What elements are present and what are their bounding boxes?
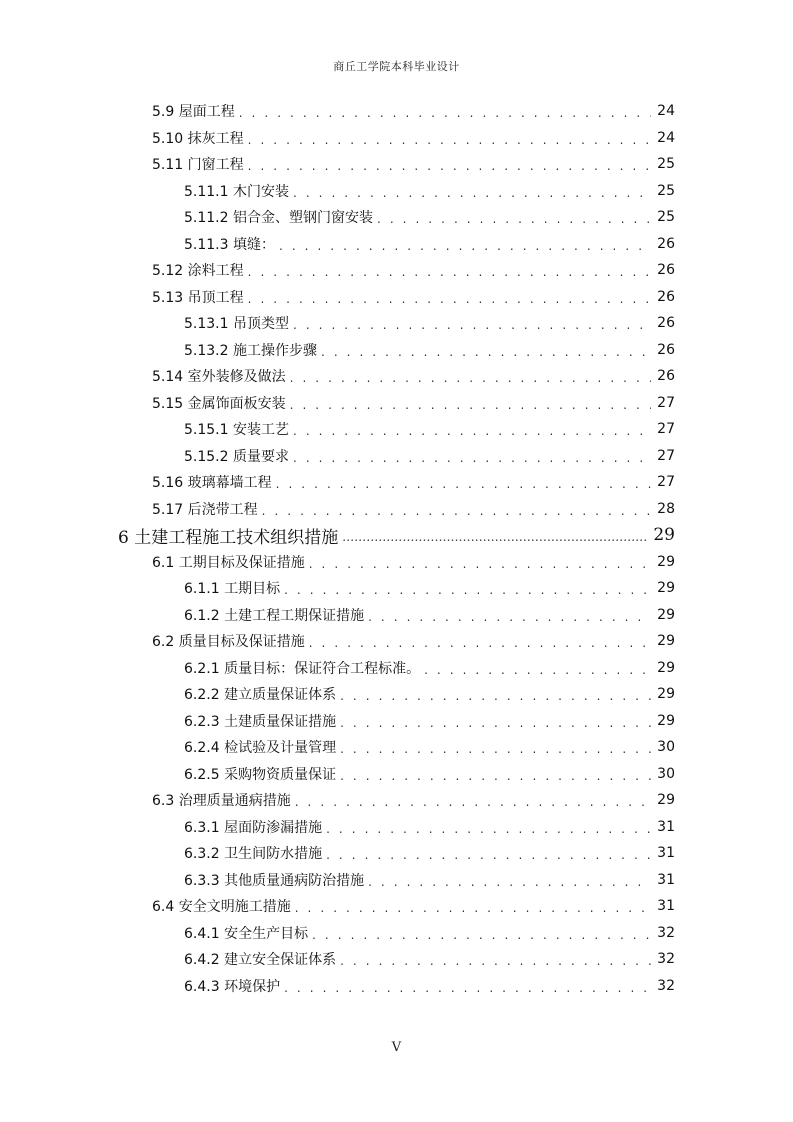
toc-entry-label: 6.3.1 屋面防渗漏措施 (184, 819, 323, 836)
toc-entry[interactable] (184, 734, 675, 760)
toc-entry-label: 5.11.2 铝合金、塑钢门窗安装 (184, 210, 373, 226)
toc-entry[interactable] (152, 549, 675, 575)
toc-entry-page: 32 (657, 977, 675, 994)
toc-entry[interactable] (152, 363, 675, 389)
toc-entry-label: 6.2.1 质量目标：保证符合工程标准。 (184, 660, 421, 677)
toc-entry[interactable] (152, 496, 675, 522)
toc-entry[interactable] (184, 310, 675, 336)
toc-dot-leader (326, 848, 651, 862)
toc-dot-leader (290, 371, 651, 385)
toc-entry-page: 28 (657, 500, 675, 517)
toc-entry[interactable] (152, 151, 675, 177)
toc-dot-leader (340, 769, 651, 783)
toc-entry-label: 6.3.2 卫生间防水措施 (184, 846, 323, 862)
toc-entry[interactable] (152, 257, 675, 283)
toc-entry-page: 29 (657, 659, 675, 676)
toc-entry-page: 27 (657, 421, 675, 437)
toc-dot-leader (293, 451, 651, 465)
toc-entry-page: 26 (657, 288, 675, 305)
toc-entry[interactable] (184, 814, 675, 840)
toc-entry-label: 5.11.3 填缝： (184, 236, 275, 253)
toc-dot-leader (284, 583, 651, 597)
toc-entry-label: 5.17 后浇带工程 (152, 501, 258, 518)
toc-entry-page: 26 (657, 315, 675, 331)
toc-entry-page: 32 (657, 951, 675, 967)
toc-entry[interactable] (184, 231, 675, 257)
toc-dot-leader (340, 742, 651, 756)
toc-entry-page: 29 (653, 525, 675, 545)
toc-entry-label: 6.4.3 环境保护 (184, 978, 281, 995)
toc-entry-label: 6.2.4 检试验及计量管理 (184, 740, 337, 756)
toc-entry-label: 5.15 金属饰面板安装 (152, 395, 286, 412)
toc-entry[interactable] (152, 628, 675, 654)
toc-entry[interactable] (184, 681, 675, 707)
toc-entry[interactable] (184, 602, 675, 628)
toc-dot-leader (295, 795, 651, 809)
toc-entry-page: 29 (657, 712, 675, 729)
toc-entry-page: 25 (657, 209, 675, 225)
toc-entry-page: 26 (657, 235, 675, 252)
toc-dot-leader (293, 186, 651, 200)
toc-entry-label: 6.4 安全文明施工措施 (152, 899, 291, 915)
toc-entry-label: 6.4.2 建立安全保证体系 (184, 952, 337, 968)
toc-entry[interactable] (184, 204, 675, 230)
toc-entry-label: 5.11 门窗工程 (152, 157, 244, 173)
toc-entry-page: 26 (657, 341, 675, 358)
toc-entry[interactable] (118, 522, 675, 548)
toc-entry-page: 27 (657, 474, 675, 490)
toc-entry-label: 5.13.2 施工操作步骤 (184, 342, 317, 359)
toc-dot-leader (284, 981, 651, 995)
toc-entry[interactable] (184, 973, 675, 999)
toc-entry-label: 6.3.3 其他质量通病防治措施 (184, 872, 365, 889)
toc-dot-leader (279, 239, 651, 253)
toc-dot-leader (340, 954, 651, 968)
toc-entry[interactable] (184, 178, 675, 204)
toc-entry-label: 5.14 室外装修及做法 (152, 369, 286, 385)
toc-dot-leader (262, 504, 651, 518)
toc-entry-page: 27 (657, 447, 675, 464)
toc-entry[interactable] (152, 284, 675, 310)
toc-entry-label: 5.16 玻璃幕墙工程 (152, 475, 272, 491)
toc-entry[interactable] (184, 575, 675, 601)
toc-entry-label: 5.13.1 吊顶类型 (184, 316, 289, 332)
toc-entry[interactable] (184, 946, 675, 972)
toc-entry[interactable] (152, 893, 675, 919)
toc-dot-leader (321, 345, 651, 359)
toc-entry-page: 27 (657, 394, 675, 411)
toc-dot-leader (290, 398, 651, 412)
toc-entry-label: 6.2.3 土建质量保证措施 (184, 713, 337, 730)
toc-dot-leader (326, 822, 651, 836)
toc-entry-page: 29 (657, 792, 675, 808)
toc-entry-page: 26 (657, 262, 675, 278)
toc-dot-leader (424, 663, 651, 677)
toc-entry[interactable] (184, 867, 675, 893)
toc-entry[interactable] (184, 655, 675, 681)
toc-entry-label: 6.1 工期目标及保证措施 (152, 554, 305, 571)
toc-entry-page: 29 (657, 633, 675, 649)
toc-entry[interactable] (152, 98, 675, 124)
toc-entry[interactable] (152, 125, 675, 151)
toc-entry-page: 29 (657, 606, 675, 623)
toc-entry-page: 29 (657, 580, 675, 596)
toc-entry-label: 6.1.1 工期目标 (184, 581, 281, 597)
toc-entry-page: 30 (657, 765, 675, 782)
toc-dot-leader (293, 318, 651, 332)
toc-dot-leader (248, 133, 651, 147)
toc-entry-label: 5.15.1 安装工艺 (184, 422, 289, 438)
toc-entry[interactable] (152, 469, 675, 495)
toc-entry-page: 32 (657, 924, 675, 941)
toc-entry-label: 6.2.5 采购物资质量保证 (184, 766, 337, 783)
toc-entry[interactable] (152, 390, 675, 416)
toc-dot-leader (368, 610, 651, 624)
toc-dot-leader (248, 292, 651, 306)
toc-entry-label: 6.2.2 建立质量保证体系 (184, 687, 337, 703)
toc-dot-leader (248, 265, 651, 279)
toc-entry-label: 5.12 涂料工程 (152, 263, 244, 279)
toc-entry-page: 25 (657, 182, 675, 199)
page-number: V (391, 1040, 402, 1055)
toc-dot-leader (342, 530, 647, 544)
toc-entry[interactable] (152, 787, 675, 813)
toc-entry-page: 31 (657, 871, 675, 888)
toc-dot-leader (312, 928, 651, 942)
toc-entry[interactable] (184, 443, 675, 469)
toc-entry-page: 29 (657, 553, 675, 570)
toc-dot-leader (309, 636, 651, 650)
toc-entry-page: 31 (657, 845, 675, 861)
toc-entry-page: 26 (657, 368, 675, 384)
toc-dot-leader (309, 557, 651, 571)
toc-entry[interactable] (184, 920, 675, 946)
toc-entry[interactable] (184, 337, 675, 363)
toc-entry-page: 31 (657, 898, 675, 914)
toc-entry-page: 24 (657, 129, 675, 146)
toc-entry-label: 6 土建工程施工技术组织措施 (118, 527, 339, 548)
toc-dot-leader (368, 875, 651, 889)
toc-entry-page: 29 (657, 686, 675, 702)
toc-entry-label: 6.1.2 土建工程工期保证措施 (184, 607, 365, 624)
toc-entry[interactable] (184, 840, 675, 866)
toc-dot-leader (340, 689, 651, 703)
toc-dot-leader (340, 716, 651, 730)
toc-entry-label: 5.11.1 木门安装 (184, 183, 289, 200)
toc-dot-leader (276, 477, 651, 491)
toc-entry-label: 5.13 吊顶工程 (152, 289, 244, 306)
toc-entry-label: 5.15.2 质量要求 (184, 448, 289, 465)
toc-entry-page: 30 (657, 739, 675, 755)
toc-entry-label: 5.9 屋面工程 (152, 104, 235, 120)
toc-entry-page: 24 (657, 103, 675, 119)
toc-dot-leader (295, 901, 651, 915)
toc-entry[interactable] (184, 761, 675, 787)
toc-dot-leader (239, 106, 651, 120)
toc-entry-label: 6.3 治理质量通病措施 (152, 793, 291, 809)
toc-dot-leader (377, 212, 651, 226)
toc-entry-label: 6.4.1 安全生产目标 (184, 925, 309, 942)
toc-dot-leader (248, 159, 651, 173)
toc-entry-page: 25 (657, 156, 675, 172)
toc-dot-leader (293, 424, 651, 438)
page-header: 商丘工学院本科毕业设计 (333, 60, 460, 73)
toc-entry-label: 5.10 抹灰工程 (152, 130, 244, 147)
toc-entry[interactable] (184, 708, 675, 734)
toc-entry-label: 6.2 质量目标及保证措施 (152, 634, 305, 650)
toc-entry[interactable] (184, 416, 675, 442)
toc-entry-page: 31 (657, 818, 675, 835)
